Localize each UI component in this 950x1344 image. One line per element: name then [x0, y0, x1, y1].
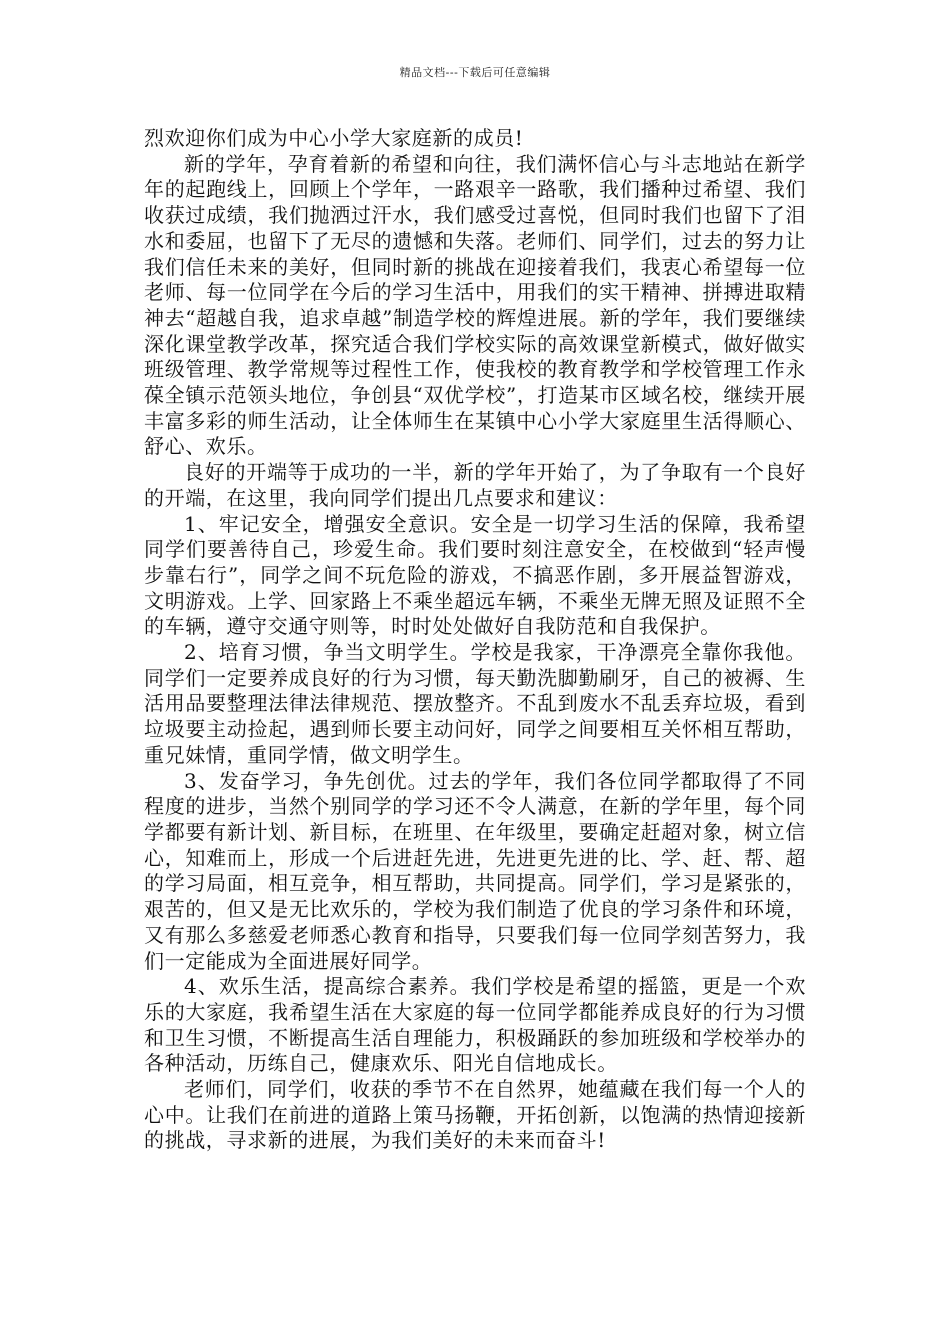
paragraph-5: 2、培育习惯，争当文明学生。学校是我家，干净漂亮全靠你我他。同学们一定要养成良好的行为习惯，每天勤洗脚勤刷牙，自己的被褥、生活用品要整理法律法律规范、摆放整齐。不乱到废水不乱丢弃垃圾，看到垃圾要主动捡起，遇到师长要主动问好，同学之间要相互关怀相互帮助，重兄妹情，重同学情，做文明学生。 — [144, 640, 806, 767]
paragraph-1: 烈欢迎你们成为中心小学大家庭新的成员! — [144, 126, 524, 150]
document-body — [144, 126, 806, 1154]
paragraph-6: 3、发奋学习，争先创优。过去的学年，我们各位同学都取得了不同程度的进步，当然个别同学的学习还不令人满意，在新的学年里，每个同学都要有新计划、新目标，在班里、在年级里，要确定赶超对象，树立信心，知难而上，形成一个后进赶先进，先进更先进的比、学、赶、帮、超的学习局面，相互竞争，相互帮助，共同提高。同学们，学习是紧张的，艰苦的，但又是无比欢乐的，学校为我们制造了优良的学习条件和环境，又有那么多慈爱老师悉心教育和指导，只要我们每一位同学刻苦努力，我们一定能成为全面进展好同学。 — [144, 768, 806, 973]
paragraph-2: 新的学年，孕育着新的希望和向往，我们满怀信心与斗志地站在新学年的起跑线上，回顾上个学年，一路艰辛一路歌，我们播种过希望、我们收获过成绩，我们抛洒过汗水，我们感受过喜悦，但同时我们也留下了泪水和委屈，也留下了无尽的遗憾和失落。老师们、同学们，过去的努力让我们信任未来的美好，但同时新的挑战在迎接着我们，我衷心希望每一位老师、每一位同学在今后的学习生活中，用我们的实干精神、拼搏进取精神去“超越自我，追求卓越”制造学校的辉煌进展。新的学年，我们要继续深化课堂教学改革，探究适合我们学校实际的高效课堂新模式，做好做实班级管理、教学常规等过程性工作，使我校的教育教学和学校管理工作永葆全镇示范领头地位，争创县“双优学校”，打造某市区域名校，继续开展丰富多彩的师生活动，让全体师生在某镇中心小学大家庭里生活得顺心、舒心、欢乐。 — [144, 151, 806, 459]
page-header: 精品文档---下载后可任意编辑 — [399, 66, 551, 79]
paragraph-4: 1、牢记安全，增强安全意识。安全是一切学习生活的保障，我希望同学们要善待自己，珍爱生命。我们要时刻注意安全，在校做到“轻声慢步靠右行”，同学之间不玩危险的游戏，不搞恶作剧，多开展益智游戏，文明游戏。上学、回家路上不乘坐超远车辆，不乘坐无牌无照及证照不全的车辆，遵守交通守则等，时时处处做好自我防范和自我保护。 — [144, 511, 806, 639]
paragraph-7: 4、欢乐生活，提高综合素养。我们学校是希望的摇篮，更是一个欢乐的大家庭，我希望生活在大家庭的每一位同学都能养成良好的行为习惯和卫生习惯，不断提高生活自理能力，积极踊跃的参加班级和学校举办的各种活动，历练自己，健康欢乐、阳光自信地成长。 — [144, 974, 806, 1076]
paragraph-3: 良好的开端等于成功的一半，新的学年开始了，为了争取有一个良好的开端，在这里，我向同学们提出几点要求和建议： — [144, 460, 806, 510]
paragraph-8: 老师们，同学们，收获的季节不在自然界，她蕴藏在我们每一个人的心中。让我们在前进的道路上策马扬鞭，开拓创新，以饱满的热情迎接新的挑战，寻求新的进展，为我们美好的未来而奋斗! — [144, 1077, 806, 1153]
